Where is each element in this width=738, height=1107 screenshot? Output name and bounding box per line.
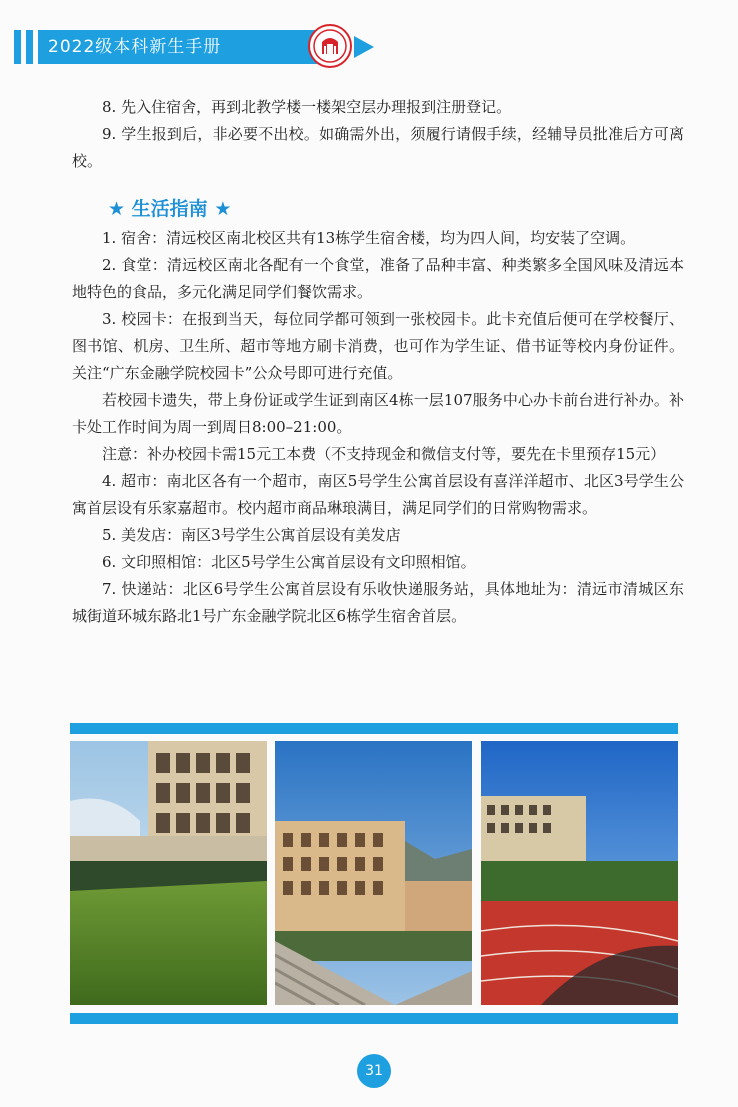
header-arrow-icon — [354, 36, 374, 58]
paragraph: 9. 学生报到后，非必要不出校。如确需外出，须履行请假手续，经辅导员批准后方可离校。 — [72, 125, 684, 170]
paragraph: 注意：补办校园卡需15元工本费（不支持现金和微信支付等，要先在卡里预存15元） — [102, 445, 666, 463]
divider-bar — [70, 1013, 678, 1024]
school-logo-icon — [308, 24, 352, 68]
section-title — [108, 193, 684, 225]
paragraph: 若校园卡遗失，带上身份证或学生证到南区4栋一层107服务中心办卡前台进行补办。补卡处工作时间为周一到周日8:00–21:00。 — [72, 391, 684, 436]
paragraph: 1. 宿舍：清远校区南北校区共有13栋学生宿舍楼，均为四人间，均安装了空调。 — [102, 229, 636, 247]
paragraph: 2. 食堂：清远校区南北各配有一个食堂，准备了品种丰富、种类繁多全国风味及清远本地特色的食品，多元化满足同学们餐饮需求。 — [72, 256, 684, 301]
campus-running-track-photo — [481, 741, 678, 1005]
header-stripe — [14, 30, 21, 64]
page-header — [14, 30, 374, 66]
star-icon: ★ — [214, 198, 232, 220]
header-stripe — [26, 30, 33, 64]
paragraph: 4. 超市：南北区各有一个超市，南区5号学生公寓首层设有喜洋洋超市、北区3号学生公寓首层设有乐家嘉超市。校内超市商品琳琅满目，满足同学们的日常购物需求。 — [72, 472, 684, 517]
header-title: 2022级本科新生手册 — [38, 30, 324, 64]
paragraph: 5. 美发店：南区3号学生公寓首层设有美发店 — [102, 526, 401, 544]
paragraph: 8. 先入住宿舍，再到北教学楼一楼架空层办理报到注册登记。 — [102, 98, 512, 116]
paragraph: 6. 文印照相馆：北区5号学生公寓首层设有文印照相馆。 — [102, 553, 476, 571]
paragraph: 7. 快递站：北区6号学生公寓首层设有乐收快递服务站，具体地址为：清远市清城区东城街道环城东路北1号广东金融学院北区6栋学生宿舍首层。 — [72, 580, 684, 625]
photo-strip — [70, 741, 678, 1005]
divider-bar — [70, 723, 678, 734]
main-content — [72, 94, 684, 630]
star-icon: ★ — [108, 198, 126, 220]
campus-building-mountain-photo — [275, 741, 472, 1005]
paragraph: 3. 校园卡：在报到当天，每位同学都可领到一张校园卡。此卡充值后便可在学校餐厅、图书馆、机房、卫生所、超市等地方刷卡消费，也可作为学生证、借书证等校内身份证件。关注“广东金融学院校园卡”公众号即可进行充值。 — [72, 310, 684, 382]
page-number: 31 — [357, 1054, 391, 1088]
section-title-text: 生活指南 — [131, 198, 208, 220]
campus-building-lawn-photo — [70, 741, 267, 1005]
